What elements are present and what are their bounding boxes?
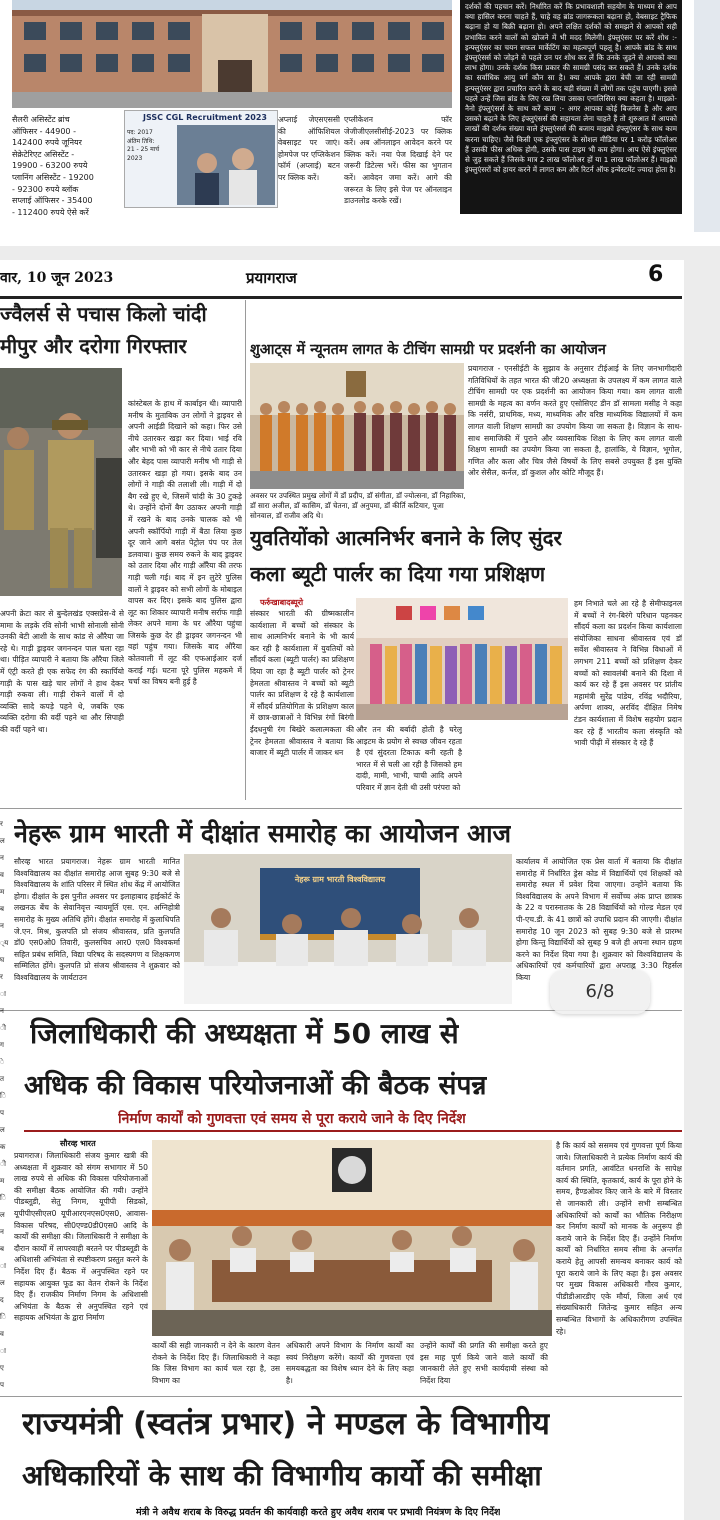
beauty-headline-1: युवतियोंको आत्मनिर्भर बनाने के लिए सुंदर xyxy=(250,526,562,550)
prev-salary-column xyxy=(12,114,120,224)
beauty-headline-2: कला ब्यूटी पार्लर का दिया गया प्रशिक्षण xyxy=(250,562,546,586)
city-label: प्रयागराज xyxy=(246,269,297,287)
jewellers-col-a: कांस्टेबल के हाथ में कार्बाइन थी। व्यापारी मनीष के मुताबिक उन लोगों ने ड्राइवर से अपनी आईडी दिखाने को कहा। फिर उसे नीचे उतारकर खड़ा कर दिया। भाई रवि और भाभी को भी कार से नीचे उतार दिया और बेहद पास व्यापारी मनीष भी गाड़ी से उतारकर खड़ा हो गया। इसके बाद उन लोगों ने गाड़ी की तलाशी ली। गाड़ी में दो बैग रखे हुए थे, जिसमें चांदी के 30 टुकड़े थे। उन्होंने दोनों बैग उठाकर अपनी गाड़ी में रखने के बाद उनके चालक को भी अपनी स्कॉर्पियो गाड़ी में बैठा लिया कुछ दूर जाने आगे बसंत पेट्रोल पंप पर तेल डलवाया। कुछ समय रुकने के बाद ड्राइवर को उतार दिया और गाड़ी आँरैया की तरफ गाड़ी चली गई। बाद में इन लुटेरे पुलिस वालों ने ड्राइवर को सभी लोगों के मोबाइल वापस कर दिए। इसके बाद पुलिस द्वारा लूट का शिकार व्यापारी मनीष सर्राफ गाड़ी लेकर अपने मामा के घर औरैया पहुंचा जिसके कुछ देर ही ड्राइवर जगनन्दन भी वहां पहुंच गया। जिसके बाद औरैया कोतवाली में लूट की एफआईआर दर्ज कराई गई। घटना पूरे पुलिस महकमे में चर्चा का विषय बनी हुई है xyxy=(128,399,242,687)
minister-headline-2: अधिकारियों के साथ की विभागीय कार्यो की समीक्षा xyxy=(22,1459,542,1492)
jewellers-headline-2: मीपुर और दरोगा गिरफ्तार xyxy=(0,334,187,358)
district-subhead-rule xyxy=(24,1130,682,1132)
district-col-left: प्रयागराज। जिलाधिकारी संजय कुमार खत्री की अध्यक्षता में शुक्रवार को संगम सभागार में 50 लाख रुपये से अधिक की विकास परियोजनाओं की समीक्षा बैठक आयोजित की गयी। उन्होंने पीडब्लूडी, सेतु निगम, यूपीपी सिडको, यूपीपीएसीएल0 यूपीआरएनएस0एस0, आवास-विकास परिषद, सी0एण्ड0डी0एस0 आदि के कार्यों की समीक्षा की। जिलाधिकारी ने समीक्षा के दौरान कार्यों में लापरवाही बरतने पर पीडब्लूडी के अधिशासी अभियंता से स्पष्टीकरण प्रस्तुत करने के निर्देश दिए हैं। बैठक में अनुपस्थित रहने पर सहायक आयुक्त फूड का वेतन रोकने के निर्देश दिए हैं। राजकीय निर्माण निगम के अधिशासी अभियंता के बैठक से अनुपस्थित रहने एवं सहायक अभियंता के द्वारा निर्माण xyxy=(14,1151,148,1323)
page-indicator[interactable]: 6/8 xyxy=(550,970,650,1014)
building-photo xyxy=(12,0,452,108)
salary-line: ऑफिसर - 44900 - xyxy=(12,126,76,136)
header-rule xyxy=(0,296,682,299)
salary-line: 142400 रुपये जूनियर xyxy=(12,138,82,148)
prev-margin-text xyxy=(0,0,10,240)
teaching-headline: शुआट्स में न्यूनतम लागत के टीचिंग सामग्री पर प्रदर्शनी का आयोजन xyxy=(250,342,606,358)
jewellers-headline-1: ज्वैलर्स से पचास किलो चांदी xyxy=(0,302,207,326)
jssc-details: पद: 2017 अंतिम तिथि: 21 - 25 मार्च 2023 xyxy=(127,129,160,162)
section-rule xyxy=(0,1396,682,1397)
salary-line: 19900 - 63200 रुपये xyxy=(12,161,88,171)
minister-subhead: मंत्री ने अवैध शराब के विरुद्ध प्रवर्तन की कार्यवाही करते हुए अवैध शराब पर प्रभावी नियंत्रण के दिए निर्देश xyxy=(136,1507,501,1518)
nehru-col-b: कार्यालय में आयोजित एक प्रेस वार्ता में बताया कि दीक्षांत समारोह में निर्धारित ड्रेस कोड में विद्यार्थियों एवं शिक्षकों को समारोह स्थल में प्रवेश दिया जाएगा। उन्होंने बताया कि विश्वविद्यालय के अपने विभाग में सर्वोच्च अंक प्राप्त छात्रक के 22 व परास्नातक के 28 विद्यार्थियों को गोल्ड मेडल एवं पी-एच.डी. के 41 छात्रों को उपाधि प्रदान की जाएगी। दीक्षांत समारोह 10 जून 2023 को सुबह 9:30 बजे से प्रारम्भ होगा किन्तु विद्यार्थियों को सुबह 9 बजे ही अपना स्थान ग्रहण करने का निर्देश दिया गया है। शुक्रवार को विश्वविद्यालय के अधिकारियों एवं कर्मचारियों द्वारा अपराह्न 3:30 रिहर्सल किया xyxy=(516,857,682,982)
beauty-photo xyxy=(356,598,568,720)
viewer-right-gutter xyxy=(684,260,720,1520)
nehru-banner-text: नेहरू ग्राम भारती विश्वविद्यालय xyxy=(294,875,386,884)
beauty-col-a: संस्कार भारती की ग्रीष्मकालीन कार्यशाला में बच्चों को संस्कार के साथ आत्मनिर्भर बनाने के भी कार्य कर रही है कार्यशाला में युवतियों को सौंदर्य कला (ब्यूटी पार्लर) का प्रशिक्षण दिया जा रहा है ब्यूटी पार्लर को ट्रेनर हेमलता श्रीवास्तव ने बच्चों को ब्यूटी पार्लर का प्रशिक्षण दे रहे है कार्यशाला में सौंदर्य प्रतियोगिता के प्रशिक्षण काल में छात्र-छात्राओं ने विभिन्न रंगों बिरंगी ईंदधनुषी रंग बिखेरे कलात्मकता की ट्रेनर हेमलता श्रीवास्तव ने बताया कि बाजार में ब्यूटी पार्लर में जाकर धन xyxy=(250,609,354,758)
prev-mid-column: अप्लाई जेएसएससी की ऑफिशियल वेबसाइट पर जाएं। होमपेज पर एप्लिकेशन फॉर्म (अप्लाई) बटन पर क्लिक करें। xyxy=(278,115,340,182)
district-bottom-a: कार्यों की सही जानकारी न देने के कारण वेतन रोकने के निर्देश दिए हैं। जिलाधिकारी ने कहा कि जिस विभाग का कार्य चल रहा है, उस विभाग का xyxy=(152,1341,280,1385)
salary-line: - 92300 रुपये ब्लॉक xyxy=(12,184,79,194)
issue-date: वार, 10 जून 2023 xyxy=(0,270,114,286)
district-dateline: सौरव्ह भारत xyxy=(60,1139,96,1148)
influencer-dark-box: दर्शकों की पहचान करें। निर्धारित करें कि प्रभावशाली सहयोग के माध्यम से आप क्या हासिल करना चाहते हैं, चाहे वह ब्रांड जागरूकता बढ़ाना हो, वेबसाइट ट्रैफिक बढ़ाना हो या बिक्री बढ़ाना हो। अपने लक्षित दर्शकों को समझने से आपको सही प्रभावित करने वालों को खोजने में भी मदद मिलेगी। इंफ्लुएंसर पर करें शोध :- इन्फ्लुएंसर का चयन सफल मार्केटिंग का महत्वपूर्ण पहलू है। आपके ब्रांड के साथ इंफ्लुएंसर्स को जोड़ने से पहले उन पर शोध कर लें कि उनके जुड़ने से आपको क्या लाभ होगा। उनके दर्शक किस प्रकार की सामग्री पसंद कर सकते हैं। उनके दर्शक का सर्वाधिक आयु वर्ग कौन सा है। क्या आपके द्वारा बेची जा रही सामग्री इन्फ्लुएंसर द्वारा प्रचारित करने के बाद बड़ी संख्या में लोगों तक पहुंच पाएगी। इससे पहले उन्हें जिस ब्रांड के लिए रख लिया उसका एनालिसिस क्या कहता है। माइक्रो-नैनो इंफ्लुएंसर्स के साथ करें काम :- अगर आपका कोई बिजनेस है और आप उसको बढ़ाने के लिए इंफ्लुएंसर्स की सहायता लेना चाहते हैं तो शुरुआत में आपको लाखों की दर्शक संख्या वाले इंफ्लुएंसर्स की बजाय माइक्रो इंफ्लुएंसर के साथ काम करना चाहिए। जैसे किसी एक इंफ्लुएंसर के सोशल मीडिया पर 1 करोड़ फॉलोअर हैं उसकी फीस अधिक होगी, उसके पास टाइम भी कम होगा। आप ऐसे इंफ्लुएंसर से जुड़ सकते हैं जिसके मात्र 2 लाख फॉलोअर हों या 1 लाख फॉलोअर हैं। माइक्रो इंफ्लुएंसरों को हायर करने में लागत कम और रिटर्न ऑफ इन्वेस्टमेंट ज्यादा होता है। xyxy=(460,0,682,214)
nehru-headline: नेहरू ग्राम भारती में दीक्षांत समारोह का आयोजन आज xyxy=(14,819,512,848)
nehru-photo xyxy=(184,854,512,1004)
salary-line: - 112400 रुपये ऐसे करें xyxy=(12,207,89,217)
jssc-title: JSSC CGL Recruitment 2023 xyxy=(143,113,267,122)
salary-line: सेक्रेटेरिएट असिस्टेंट - xyxy=(12,149,75,159)
beauty-col-c: हम निभाते चले आ रहे है सेमीफाइनल में बच्चों ने रंग-बिरंगे परिधान पहनकर सौंदर्य कला का प्रदर्शन किया कार्यशाला संयोजिका साधना श्रीवास्तव एवं डॉ सर्वेश श्रीवास्तव ने विभिन्न विधाओं में लगभग 211 बच्चों को प्रशिक्षण देकर बच्चों को स्वावलंबी बनाने की दिशा में कार्य कर रहे हैं इस अवसर पर प्रांतीय महामंत्री सुरेंद्र पांडेय, रविंद्र भदौरिया, अर्पणा शाक्य, अरविंद दीक्षित निमेष टंडन कार्यशाला में विशेष सहयोग प्रदान कर रहे हैं भारतीय कला संस्कृति को भावी पीढ़ी में संस्कार दे रहे हैं xyxy=(574,599,682,748)
jssc-graphic xyxy=(124,110,278,208)
district-headline-1: जिलाधिकारी की अध्यक्षता में 50 लाख से xyxy=(30,1017,459,1050)
right-edge-strip xyxy=(694,0,720,232)
page-header xyxy=(0,260,720,296)
teaching-body: प्रयागराज - एनसीईटी के सुझाव के अनुसार टीईआई के लिए जनभागीदारी गतिविधियों के तहत भारत की जी20 अध्यक्षता के उपलक्ष्य में कम लागत वाले टीचिंग सामग्री पर एक प्रदर्शनी का आयोजन किया गया। कम लागत वाली सामग्री के महत्व का वर्णन करते हुए एसोसिएट डीन डॉ सामला मसीह ने कहा कि नर्सरी, प्राथमिक, मध्य, माध्यमिक और वरिष्ठ माध्यमिक विद्यालयों में कम लागत वाली शिक्षण सामग्री का उपयोग किया जा सकता है। विज्ञान के साथ-साथ समाजिकी में पुराने और व्यवसायिक शिक्षा के लिए कम लागत वाली शिक्षण सामग्री का उपयोग किया जा सकता है, हालांकि, ये विज्ञान, भूगोल, गणित और कला और चित्र जैसे विषयों के लिए सबसे उपयुक्त हैं इस युक्ति ओर सेसैल, कर्नल, डॉ कुशल और कोटि मौजूद हैं। xyxy=(468,364,682,478)
prev-page-strip xyxy=(0,0,720,246)
prev-mid-column-2: एप्लीकेशन फॉर जेजीजीएलसीसीई-2023 पर क्लिक करें। अब ऑनलाइन आवेदन करने पर क्लिक करें। नया पेज दिखाई देने पर जरूरी डिटेल्स भरें। फीस का भुगतान करें। आवेदन जमा करें। आगे की जरूरत के लिए इसे पेज पर ऑनलाइन डाउनलोड करके रखें। xyxy=(344,115,452,206)
district-col-right: है कि कार्य को ससमय एवं गुणवत्ता पूर्ण किया जाये। जिलाधिकारी ने प्रत्येक निर्माण कार्य की वर्तमान प्रगति, आवंटित धनराशि के सापेक्ष कार्य की स्थिति, कृतकार्य, कार्य के पूरा होने के समय, हैण्डओवर किए जाने के बारे में विस्तार से जानकारी ली। उन्होंने सभी सम्बन्धित अधिकारियों को कार्यों का भौतिक निरीक्षण कर निर्माण कार्यों को मानक के अनुरूप ही कराये जाने के निर्देश दिए हैं। उन्होंने निर्माण कार्यों को निर्धारित समय सीमा के अन्तर्गत कराये हेतु आपसी समन्वय बनाकर कार्य को पूरा कराये जाने के लिए कहा है। इस अवसर पर मुख्य विकास अधिकारी गौरव कुमार, पीडीडीआरडीए एके मौर्या, जिला अर्थ एवं संख्याधिकारी जितेन्द्र कुमार सहित अन्य सम्बन्धित विभागों के अधिकारीगण उपस्थित रहे। xyxy=(556,1141,682,1336)
salary-line: सप्लाई ऑफिसर - 35400 xyxy=(12,196,93,206)
district-meeting-photo xyxy=(152,1140,552,1336)
page-gap xyxy=(0,246,720,260)
teaching-caption: अवसर पर उपस्थित प्रमुख लोगों में डॉ प्रदीप, डॉ संगीता, डॉ ज्योत्सना, डॉ निहारिका, डॉ सारा अजील, डॉ कासिम, डॉ चेतना, डॉ अनुपमा, डॉ कीर्ति कटियार, पूजा सोनवाल, डॉ राजीव अदि थे। xyxy=(250,491,466,520)
section-rule xyxy=(0,808,682,809)
column-divider xyxy=(245,300,246,800)
district-bottom-b: अधिकारी अपने विभाग के निर्माण कार्यों का स्वयं निरीक्षण करेंगे। कार्यों की गुणवत्ता एवं समयबद्धता का विशेष ध्यान देने के लिए कहा है। xyxy=(286,1341,414,1385)
district-bottom-c: उन्होंने कार्यों की प्रगति की समीक्षा करते हुए इस माह पूर्ण किये जाने वाले कार्यों की जानकारी लेते हुए सभी कार्यदायी संस्था को निर्देश दिया xyxy=(420,1341,548,1385)
jssc-photo xyxy=(177,125,275,205)
page-number: 6 xyxy=(648,262,664,287)
salary-line: सैलरी असिस्टेंट ब्रांच xyxy=(12,115,70,124)
teaching-photo xyxy=(250,363,464,489)
police-photo xyxy=(0,368,122,596)
minister-headline-1: राज्यमंत्री (स्वतंत्र प्रभार) ने मण्डल के विभागीय xyxy=(22,1406,550,1442)
beauty-col-b: और तन की बर्बादी होती है घरेलू आइटम के प्रयोग से स्वच्छ जीवन रहता है एवं सुंदरता टिकाऊ बनी रहती है भारत में से चली आ रही है जिसको हम दादी, मामी, भाभी, चाची आदि अपने परिवार में ज्ञान देती थी उसी परंपरा को xyxy=(356,725,462,792)
beauty-dateline: फर्रुखाबादब्यूरो xyxy=(260,598,304,607)
nehru-col-a: सौरव्ह भारत प्रयागराज। नेहरू ग्राम भारती मानित विश्वविद्यालय का दीक्षांत समारोह आज सुबह 9:30 बजे से विश्वविद्यालय के शांति परिसर में स्थित शोध केंद्र में आयोजित होगा। दीक्षांत के इस पुनीत अवसर पर इलाहाबाद हाईकोर्ट के लखनऊ बेंच के सेवानिवृत्त न्यायमूर्ति एस. एन. अग्निहोत्री समारोह के मुख्य अतिथि होंगे। दीक्षांत समारोह में कुलाधिपति जे.एन. मिश्र, कुलपति प्रो संजय श्रीवास्तव, प्रति कुलपति डॉ0 एस0ओ0 तिवारी, कुलसचिव आर0 एल0 विश्वकर्मा सहित प्रबंध समिति, विद्या परिषद के सदस्यगण व शिक्षकगण सम्मिलित होंगे। कुलपति प्रो संजय श्रीवास्तव ने शुक्रवार को विश्वविद्यालय के जार्यटाउन xyxy=(14,857,180,982)
salary-line: प्लानिंग असिस्टेंट - 19200 xyxy=(12,172,94,182)
jewellers-col-b: अपनी क्रेटा कार से बुन्देलखंड एक्सप्रेस-वे से मामा के लड़के रवि सोनी भाभी सोनाली सोनी उनकी बेटी आशी के साथ कांड से औरैया जा रहे थे। गाड़ी ड्राइवर जगनन्दन पाल चला रहा था। पीड़ित व्यापारी ने बताया कि औरैया जिले में एंट्री करते ही एक सफेद रंग की स्कार्पियो गाड़ी के पास खड़े चार लोगों ने हाथ देकर गाड़ी रुकवा ली। गाड़ी रोकने वालों में दो व्यक्ति सादे कपड़े पहने थे, जबकि एक व्यक्ति दरोगा की वर्दी पहने था और सिपाही की वर्दी पहने था। xyxy=(0,609,124,734)
left-margin-gutter: र ल न व म ब न ्य घ र ा न ी ग े त ि प ल क ी म ि ल न ब ा ल द ि व ा ए प xyxy=(0,820,9,1389)
district-headline-2: अधिक की विकास परियोजनाओं की बैठक संपन्न xyxy=(24,1070,487,1101)
district-subhead: निर्माण कार्यों को गुणवत्ता एवं समय से पूरा कराये जाने के दिए निर्देश xyxy=(118,1111,466,1127)
